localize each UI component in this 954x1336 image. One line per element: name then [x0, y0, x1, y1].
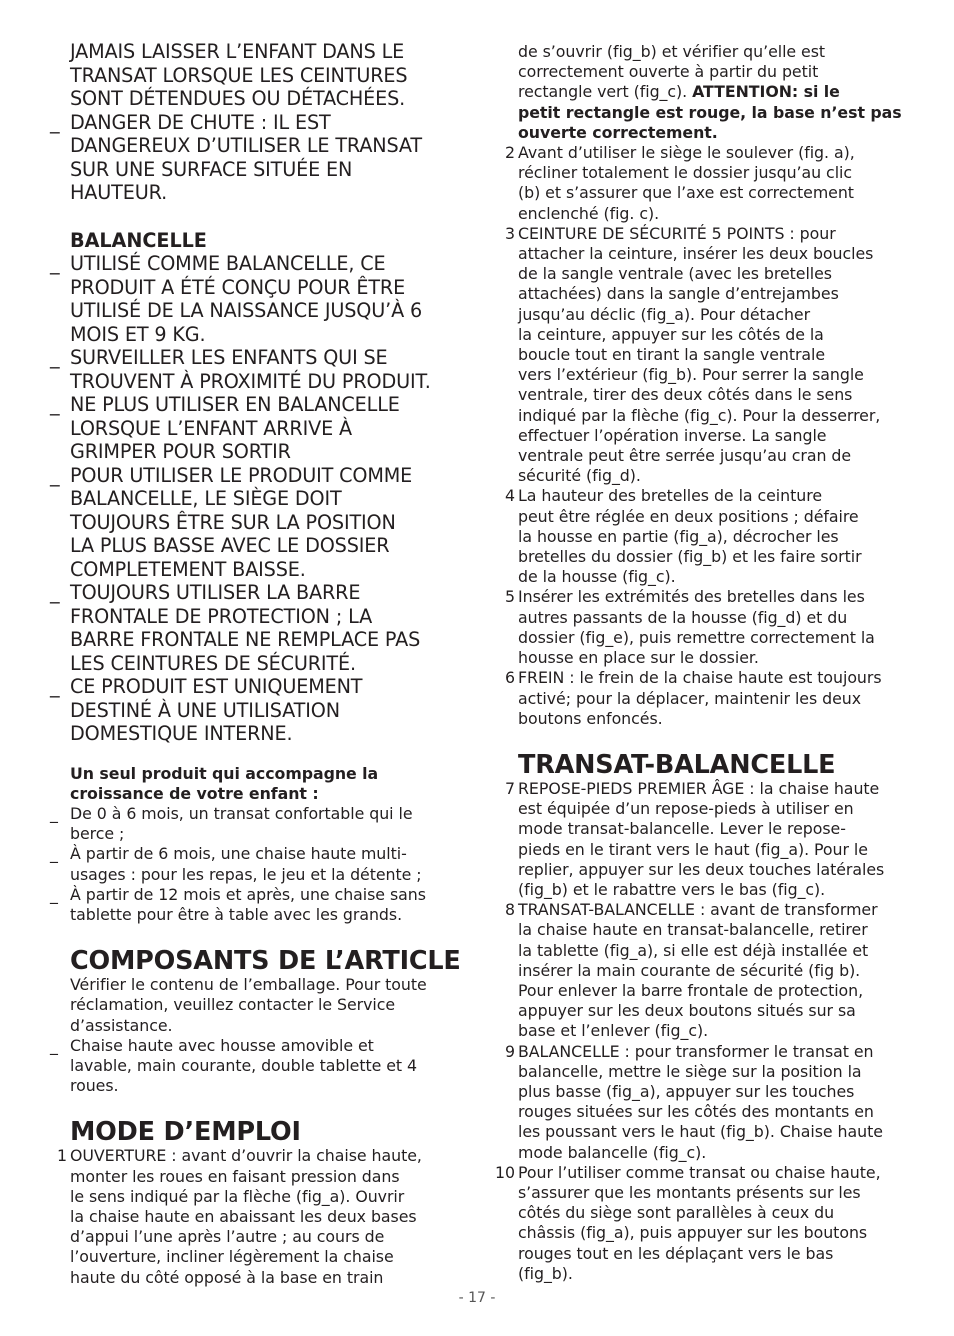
text-line: POUR UTILISER LE PRODUIT COMME [70, 463, 413, 487]
text-line: appuyer sur les deux boutons situés sur sa [518, 1001, 856, 1021]
text-line: est équipée d’un repose-pieds à utiliser en [518, 799, 854, 819]
text-line: BALANCELLE : pour transformer le transat en [518, 1041, 874, 1061]
step-number: 4 [504, 486, 515, 506]
text-line: ventrale peut être serrée jusqu’au cran de [518, 446, 852, 466]
section-heading-composants: COMPOSANTS DE L’ARTICLE [70, 946, 461, 977]
text-line: DANGEREUX D’UTILISER LE TRANSAT [70, 134, 422, 157]
text-line: balancelle, mettre le siège sur la position la [518, 1061, 862, 1081]
text-line: MOIS ET 9 KG. [70, 322, 206, 346]
text-line: attachées) dans la sangle d’entrejambes [518, 284, 839, 304]
text-line: pieds en le tirant vers le haut (fig_a). Pour le [518, 839, 868, 859]
text-line: Avant d’utiliser le siège le soulever (fig. a), [518, 143, 855, 163]
text-line: la ceinture, appuyer sur les côtés de la [518, 324, 824, 344]
growth-subheading [48, 764, 466, 804]
text-line: OUVERTURE : avant d’ouvrir la chaise haute, [70, 1146, 422, 1166]
text-line: TRANSAT-BALANCELLE : avant de transformer [518, 900, 878, 920]
step-number: 8 [504, 900, 515, 920]
composants-intro [48, 975, 466, 1036]
step-number: 7 [504, 778, 515, 798]
text-line: haute du côté opposé à la base en train [70, 1267, 384, 1287]
text-line: d’appui l’une après l’autre ; au cours de [70, 1227, 385, 1247]
text-line: boutons enfoncés. [518, 708, 663, 728]
text-line: plus basse (fig_a), appuyer sur les touches [518, 1081, 855, 1101]
right-column [496, 42, 916, 1284]
text-line: d’assistance. [70, 1015, 173, 1035]
text-line: TROUVENT À PROXIMITÉ DU PRODUIT. [70, 369, 431, 393]
text-line: le sens indiqué par la flèche (fig_a). Ouvrir [70, 1186, 405, 1206]
text-line [518, 82, 916, 102]
text-line: enclenché (fig. c). [518, 203, 660, 223]
text-line: FRONTALE DE PROTECTION ; LA [70, 604, 373, 628]
text-line: Pour enlever la barre frontale de protection, [518, 980, 864, 1000]
text-line: autres passants de la housse (fig_d) et du [518, 607, 848, 627]
bullet-marker: _ [50, 1035, 58, 1055]
growth-item [48, 885, 466, 925]
bullet-marker: _ [50, 803, 58, 823]
text-line: s’assurer que les montants présents sur les [518, 1182, 861, 1202]
instruction-step [496, 587, 916, 668]
text-line: châssis (fig_a), puis appuyer sur les boutons [518, 1223, 868, 1243]
text-line: Vérifier le contenu de l’emballage. Pour toute [70, 975, 427, 995]
text-line: récliner totalement le dossier jusqu’au clic [518, 163, 853, 183]
text-line: tablette pour être à table avec les grands. [70, 904, 403, 924]
instruction-step [496, 1163, 916, 1284]
text-line: base et l’enlever (fig_c). [518, 1021, 709, 1041]
text-line: housse en place sur le dossier. [518, 648, 759, 668]
text-line: effectuer l’opération inverse. La sangle [518, 425, 827, 445]
balancelle-subheading: BALANCELLE [70, 228, 207, 252]
balancelle-item [48, 675, 466, 746]
text-line: Chaise haute avec housse amovible et [70, 1035, 374, 1055]
text-line: l’ouverture, incliner légèrement la chaise [70, 1247, 394, 1267]
text-line: SUR UNE SURFACE SITUÉE EN [70, 157, 353, 181]
text-line: roues. [70, 1076, 119, 1096]
instruction-step-continued [496, 42, 916, 143]
section-heading-mode-emploi: MODE D’EMPLOI [70, 1117, 301, 1148]
text-line: Insérer les extrémités des bretelles dans les [518, 587, 865, 607]
text-line: TOUJOURS ÊTRE SUR LA POSITION [70, 510, 396, 534]
balancelle-item [48, 346, 466, 393]
text-line: (b) et s’assurer que l’axe est correctement [518, 183, 854, 203]
text-line: BARRE FRONTALE NE REMPLACE PAS [70, 628, 421, 651]
text-line: berce ; [70, 824, 125, 844]
text-line: activé; pour la déplacer, maintenir les deux [518, 688, 862, 708]
text-line: De 0 à 6 mois, un transat confortable qui le [70, 803, 413, 823]
text-line: DESTINÉ À UNE UTILISATION [70, 698, 340, 722]
text-line: À partir de 6 mois, une chaise haute multi- [70, 844, 407, 864]
text-line: BALANCELLE, LE SIÈGE DOIT [70, 487, 342, 510]
text-line: La hauteur des bretelles de la ceinture [518, 486, 822, 506]
text-line: rouges tout en les déplaçant vers le bas [518, 1243, 834, 1263]
text-line: TRANSAT LORSQUE LES CEINTURES [70, 63, 408, 87]
bullet-marker: _ [50, 463, 60, 487]
instruction-step [496, 779, 916, 900]
text-line: insérer la main courante de sécurité (fig b). [518, 960, 861, 980]
text-line: (fig_b) et le rabattre vers le bas (fig_c). [518, 879, 826, 899]
text-line: réclamation, veuillez contacter le Service [70, 995, 396, 1015]
bullet-marker: _ [50, 844, 58, 864]
bullet-marker: _ [50, 884, 58, 904]
text-line: la chaise haute en abaissant les deux bases [70, 1206, 417, 1226]
text-line: LES CEINTURES DE SÉCURITÉ. [70, 651, 356, 675]
text-line: côtés du siège sont parallèles à ceux du [518, 1203, 835, 1223]
text-line: indiqué par la flèche (fig_c). Pour la desserrer, [518, 405, 881, 425]
text-line: PRODUIT A ÉTÉ CONÇU POUR ÊTRE [70, 275, 406, 299]
text-line: SONT DÉTENDUES OU DÉTACHÉES. [70, 87, 406, 110]
text-line: UTILISÉ DE LA NAISSANCE JUSQU’À 6 [70, 299, 423, 322]
balancelle-item [48, 393, 466, 464]
text-line: vers l’extérieur (fig_b). Pour serrer la sangle [518, 365, 864, 385]
bullet-marker: _ [50, 675, 60, 698]
balancelle-item [48, 581, 466, 675]
text-line: boucle tout en tirant la sangle ventrale [518, 345, 826, 365]
attention-warning-line: ouverte correctement. [518, 122, 718, 142]
step-number: 3 [504, 223, 515, 243]
text-line: GRIMPER POUR SORTIR [70, 440, 291, 463]
text-line: bretelles du dossier (fig_b) et les faire sortir [518, 547, 862, 567]
step-number: 2 [504, 143, 515, 163]
text-line: de s’ouvrir (fig_b) et vérifier qu’elle est [518, 42, 826, 61]
text-line: DOMESTIQUE INTERNE. [70, 722, 293, 745]
text-line: de la housse (fig_c). [518, 567, 676, 587]
growth-item [48, 804, 466, 844]
text-line: CEINTURE DE SÉCURITÉ 5 POINTS : pour [518, 223, 836, 243]
balancelle-item [48, 252, 466, 346]
text-line: la chaise haute en transat-balancelle, retirer [518, 920, 868, 940]
text-line: sécurité (fig_d). [518, 466, 641, 486]
text-line: UTILISÉ COMME BALANCELLE, CE [70, 252, 386, 275]
bullet-marker: _ [50, 252, 60, 275]
text-line: mode transat-balancelle. Lever le repose- [518, 819, 846, 839]
text-line: ventrale, tirer des deux côtés dans le sens [518, 385, 853, 405]
text-line: LORSQUE L’ENFANT ARRIVE À [70, 416, 352, 440]
text-line: JAMAIS LAISSER L’ENFANT DANS LE [70, 40, 405, 63]
text-line: CE PRODUIT EST UNIQUEMENT [70, 675, 363, 698]
warning-fall-hazard [48, 111, 466, 205]
composants-item [48, 1036, 466, 1097]
text-line: HAUTEUR. [70, 181, 168, 204]
bullet-marker: _ [50, 110, 60, 134]
text-line: les poussant vers le haut (fig_b). Chaise haute [518, 1122, 883, 1142]
text-line: SURVEILLER LES ENFANTS QUI SE [70, 346, 388, 369]
instruction-step [496, 143, 916, 224]
attention-warning-line: petit rectangle est rouge, la base n’est pas [518, 102, 902, 122]
warning-belt-continued [48, 40, 466, 111]
text-line: COMPLETEMENT BAISSE. [70, 557, 306, 581]
step-number: 1 [56, 1146, 67, 1166]
instruction-step [496, 668, 916, 729]
text-line: TOUJOURS UTILISER LA BARRE [70, 581, 361, 604]
text-line: croissance de votre enfant : [70, 783, 319, 803]
text-line: monter les roues en faisant pression dans [70, 1166, 400, 1186]
text-line: la housse en partie (fig_a), décrocher les [518, 526, 839, 546]
text-line: À partir de 12 mois et après, une chaise sans [70, 884, 426, 904]
text-line: FREIN : le frein de la chaise haute est toujours [518, 668, 882, 688]
text-line: DANGER DE CHUTE : IL EST [70, 110, 331, 134]
text-line: la tablette (fig_a), si elle est déjà installée et [518, 940, 869, 960]
instruction-step [496, 900, 916, 1041]
text-line: (fig_b). [518, 1263, 573, 1283]
attention-warning: ATTENTION: si le [692, 82, 840, 102]
text-line: usages : pour les repas, le jeu et la détente ; [70, 864, 422, 884]
text-line: Un seul produit qui accompagne la [70, 763, 379, 783]
text-line: attacher la ceinture, insérer les deux boucles [518, 244, 874, 264]
bullet-marker: _ [50, 346, 60, 369]
left-column [48, 40, 466, 1288]
text-line: rouges situées sur les côtés des montants en [518, 1102, 874, 1122]
balancelle-item [48, 464, 466, 582]
text-line: replier, appuyer sur les deux touches latérales [518, 859, 885, 879]
text-line: Pour l’utiliser comme transat ou chaise haute, [518, 1162, 881, 1182]
text-line: correctement ouverte à partir du petit [518, 62, 819, 82]
bullet-marker: _ [50, 393, 60, 416]
text-line: mode balancelle (fig_c). [518, 1142, 707, 1162]
text-line: NE PLUS UTILISER EN BALANCELLE [70, 393, 400, 416]
text-line: lavable, main courante, double tablette et 4 [70, 1055, 418, 1075]
step-number: 5 [504, 587, 515, 607]
step-number: 6 [504, 668, 515, 688]
bullet-marker: _ [50, 581, 60, 604]
text-line: REPOSE-PIEDS PREMIER ÂGE : la chaise haute [518, 778, 880, 798]
growth-item [48, 844, 466, 884]
text-fragment: rectangle vert (fig_c). [518, 82, 693, 102]
instruction-step [496, 1042, 916, 1163]
section-heading-transat-balancelle: TRANSAT-BALANCELLE [518, 749, 836, 780]
page-number: - 17 - [458, 1290, 496, 1306]
text-line: jusqu’au déclic (fig_a). Pour détacher [518, 304, 811, 324]
instruction-step [496, 224, 916, 487]
text-line: dossier (fig_e), puis remettre correctement la [518, 627, 875, 647]
step-number: 9 [504, 1041, 515, 1061]
instruction-step [48, 1146, 466, 1287]
text-line: LA PLUS BASSE AVEC LE DOSSIER [70, 534, 390, 557]
text-line: peut être réglée en deux positions ; défaire [518, 506, 859, 526]
step-number: 10 [494, 1162, 515, 1182]
text-line: de la sangle ventrale (avec les bretelles [518, 264, 832, 284]
instruction-step [496, 486, 916, 587]
